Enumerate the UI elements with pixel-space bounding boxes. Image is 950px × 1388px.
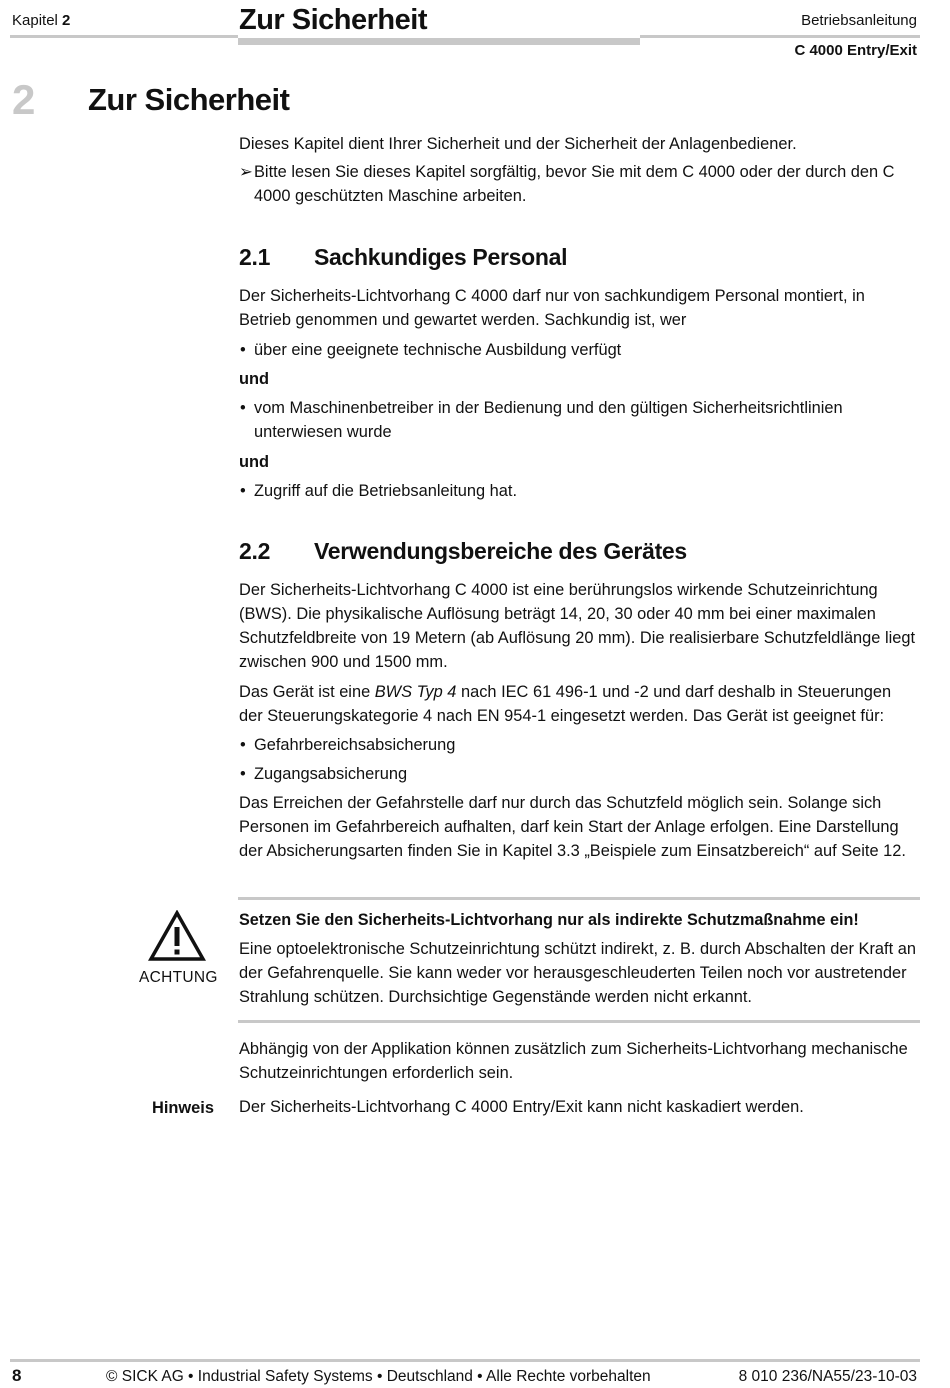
bullet-marker: • — [240, 341, 246, 359]
header-rule-middle — [238, 38, 640, 45]
connector-und: und — [239, 370, 270, 388]
instruction-item — [239, 160, 919, 208]
paragraph-2-end: nach IEC 61 496-1 und -2 und darf deshalb in Steuerungen der Steuerungskategorie 4 nach EN 954-1 eingesetzt werden. Das Gerät ist geeignet für: — [239, 683, 892, 725]
list-item — [239, 762, 919, 786]
list-item — [239, 733, 919, 757]
section-2-2-paragraph-1: Der Sicherheits-Lichtvorhang C 4000 ist eine berührungslos wirkende Schutzeinrichtung (BWS). Die physikalische Auflösung beträgt 14, 20, 30 oder 40 mm bei einer maximalen Schutzfeldbreite von 19 Metern (ab Auflösung 20 mm). Die realisierbare Schutzfeldlänge liegt zwischen 900 und 1500 mm. — [239, 581, 916, 671]
bullet-marker: • — [240, 399, 246, 417]
arrow-marker-icon: ➢ — [239, 163, 253, 181]
list-item-text: über eine geeignete technische Ausbildung verfügt — [254, 341, 622, 359]
header-chapter-prefix: Kapitel — [12, 12, 58, 29]
chapter-intro: Dieses Kapitel dient Ihrer Sicherheit und der Sicherheit der Anlagenbediener. — [239, 135, 797, 153]
header-chapter — [12, 12, 70, 29]
bullet-marker: • — [240, 736, 246, 754]
header-rule-right — [640, 35, 920, 38]
connector-und: und — [239, 453, 270, 471]
warning-rule-top — [238, 897, 920, 900]
section-2-2-paragraph-2 — [239, 680, 919, 728]
after-warning-paragraph: Abhängig von der Applikation können zusätzlich zum Sicherheits-Lichtvorhang mechanische Schutzeinrichtungen erforderlich sein. — [239, 1040, 908, 1082]
warning-triangle-icon — [148, 910, 206, 962]
list-item — [239, 479, 919, 503]
section-heading-2-1 — [239, 244, 567, 271]
footer-doc-number: 8 010 236/NA55/23-10-03 — [738, 1368, 917, 1385]
footer-rule — [10, 1359, 920, 1362]
header-doc-type: Betriebsanleitung — [801, 12, 917, 29]
chapter-title: Zur Sicherheit — [88, 82, 290, 117]
bullet-marker: • — [240, 482, 246, 500]
paragraph-2-emphasis: BWS Typ 4 — [374, 683, 457, 701]
section-title: Verwendungsbereiche des Gerätes — [314, 538, 687, 564]
header-chapter-number: 2 — [62, 12, 71, 29]
note-text: Der Sicherheits-Lichtvorhang C 4000 Entry/Exit kann nicht kaskadiert werden. — [239, 1098, 804, 1116]
section-number: 2.1 — [239, 244, 271, 270]
warning-text: Eine optoelektronische Schutzeinrichtung schützt indirekt, z. B. durch Abschalten der Kraft an der Gefahrenquelle. Sie kann weder vor herausgeschleuderten Teilen noch vor austretender Strahlung schützen. Durchsichtige Gegenstände werden nicht erkannt. — [239, 940, 916, 1006]
list-item — [239, 338, 919, 362]
header-title: Zur Sicherheit — [239, 4, 427, 36]
warning-heading: Setzen Sie den Sicherheits-Lichtvorhang nur als indirekte Schutzmaßnahme ein! — [239, 911, 859, 929]
section-heading-2-2 — [239, 538, 687, 565]
warning-rule-bottom — [238, 1020, 920, 1023]
page-number: 8 — [12, 1366, 22, 1385]
paragraph-2-start: Das Gerät ist eine — [239, 683, 375, 701]
section-title: Sachkundiges Personal — [314, 244, 568, 270]
list-item-text: Zugriff auf die Betriebsanleitung hat. — [254, 482, 518, 500]
section-number: 2.2 — [239, 538, 271, 564]
list-item — [239, 396, 919, 444]
header-rule-left — [10, 35, 238, 38]
note-label: Hinweis — [152, 1099, 214, 1117]
warning-label: ACHTUNG — [139, 969, 218, 986]
list-item-text: Gefahrbereichsabsicherung — [254, 736, 456, 754]
header-product: C 4000 Entry/Exit — [794, 42, 917, 59]
bullet-marker: • — [240, 765, 246, 783]
list-item-text: Zugangsabsicherung — [254, 765, 408, 783]
section-2-2-paragraph-3: Das Erreichen der Gefahrstelle darf nur durch das Schutzfeld möglich sein. Solange sich Personen im Gefahrbereich aufhalten, darf kein Start der Anlage erfolgen. Eine Darstellung der Absicherungsarten finden Sie in Kapitel 3.3 „Beispiele zum Einsatzbereich“ auf Seite 12. — [239, 794, 906, 860]
section-2-1-paragraph: Der Sicherheits-Lichtvorhang C 4000 darf nur von sachkundigem Personal montiert, in Betrieb genommen und gewartet werden. Sachkundig ist, wer — [239, 287, 865, 329]
chapter-number: 2 — [12, 76, 36, 123]
list-item-text: vom Maschinenbetreiber in der Bedienung und den gültigen Sicherheitsrichtlinien unterwiesen wurde — [254, 399, 843, 441]
instruction-text: Bitte lesen Sie dieses Kapitel sorgfältig, bevor Sie mit dem C 4000 oder der durch den C 4000 geschützten Maschine arbeiten. — [254, 163, 895, 205]
footer-copyright: © SICK AG • Industrial Safety Systems • Deutschland • Alle Rechte vorbehalten — [106, 1368, 651, 1385]
